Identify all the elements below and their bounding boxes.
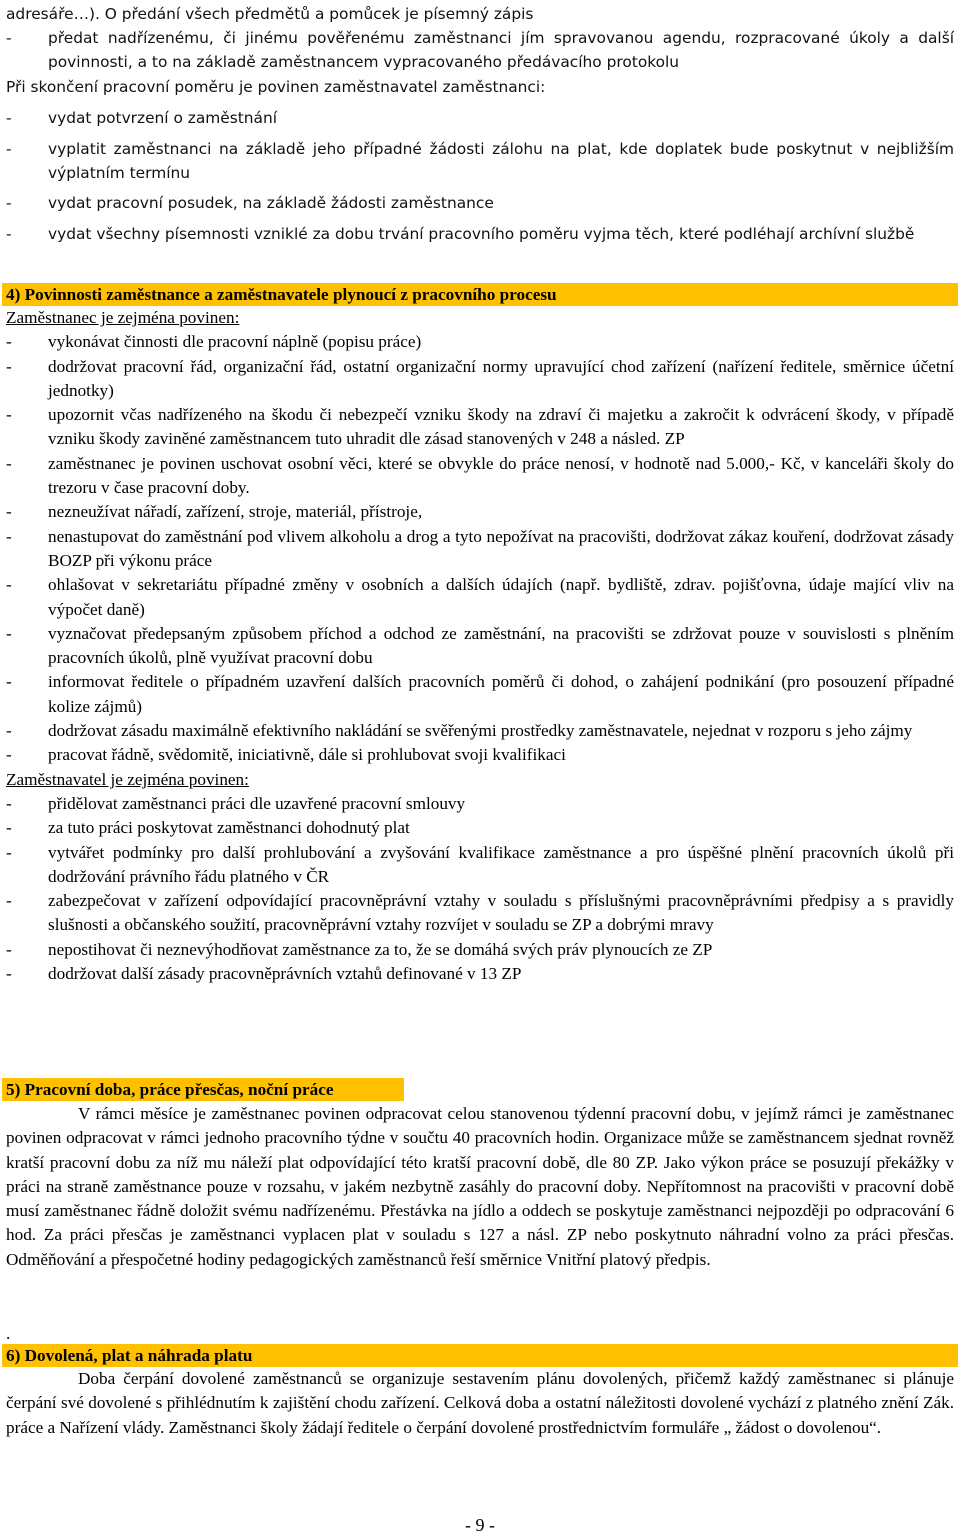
list-item-text: vytvářet podmínky pro další prohlubování a zvyšování kvalifikace zaměstnance a pro úspěšné plnění pracovních úkolů při dodržování právního řádu platného v ČR	[48, 842, 954, 886]
top-section	[6, 2, 954, 246]
list-item-text: přidělovat zaměstnanci práci dle uzavřené pracovní smlouvy	[48, 793, 466, 813]
bullet: -	[6, 224, 12, 243]
list-item-text: dodržovat zásadu maximálně efektivního nakládání se svěřenými prostředky zaměstnavatele, nejednat v rozporu s jeho zájmy	[48, 721, 913, 741]
list-item-text: vydat potvrzení o zaměstnání	[48, 108, 278, 127]
section-4-heading: 4) Povinnosti zaměstnance a zaměstnavatele plynoucí z pracovního procesu	[2, 283, 958, 306]
bullet: -	[6, 721, 12, 741]
list-item	[6, 792, 954, 816]
termination-intro: Při skončení pracovní poměru je povinen zaměstnavatel zaměstnanci:	[6, 77, 546, 96]
list-item-text: předat nadřízenému, či jinému pověřenému zaměstnanci jím spravovanou agendu, rozpracované úkoly a další povinnosti, a to na základě zaměstnancem vypracovaného předávacího protokolu	[48, 29, 954, 72]
list-item	[6, 841, 954, 890]
list-item-text: dodržovat pracovní řád, organizační řád, ostatní organizační normy upravující chod zařízení (nařízení ředitele, směrnice účetní jednotky)	[48, 356, 954, 400]
list-item-text: vyznačovat předepsaným způsobem příchod a odchod ze zaměstnání, na pracovišti se zdržovat pouze v souvislosti s plněním pracovních úkolů, plně využívat pracovní dobu	[48, 623, 954, 668]
list-item-text: nezneužívat nářadí, zařízení, stroje, materiál, přístroje,	[48, 502, 423, 522]
list-item	[6, 889, 954, 938]
list-item	[6, 816, 954, 840]
list-item-text: vyplatit zaměstnanci na základě jeho případné žádosti zálohu na plat, kde doplatek bude poskytnut v nejbližším výplatním termínu	[48, 140, 954, 183]
list-item	[6, 622, 954, 671]
bullet: -	[6, 332, 12, 352]
list-item-text: nenastupovat do zaměstnání pod vlivem alkoholu a drog a tyto nepožívat na pracovišti, dodržovat zákaz kouření, dodržovat zásady BOZP při výkonu práce	[48, 526, 954, 570]
bullet: -	[6, 194, 12, 213]
list-item-text: vydat všechny písemnosti vzniklé za dobu trvání pracovního poměru vyjma těch, které podléhají archívní službě	[48, 224, 915, 243]
section-6-text: Doba čerpání dovolené zaměstnanců se organizuje sestavením plánu dovolených, přičemž každý zaměstnanec si plánuje čerpání své dovolené s přihlédnutím k zajištění chodu zařízení. Celková doba a ostatní náležitosti dovolené vychází z platného znění Zák. práce a Nařízení vlády. Zaměstnanci školy žádají ředitele o čerpání dovolené prostřednictvím formuláře „ žádost o dovolenou“.	[6, 1369, 954, 1437]
bullet: -	[6, 29, 12, 48]
list-item	[6, 670, 954, 719]
bullet: -	[6, 108, 12, 127]
bullet: -	[6, 793, 12, 813]
list-item-text: zaměstnanec je povinen uschovat osobní věci, které se obvykle do práce nenosí, v hodnotě nad 5.000,- Kč, v kanceláři školy do trezoru v čase pracovní doby.	[48, 453, 954, 498]
list-item	[6, 222, 954, 246]
list-item	[6, 743, 954, 767]
employee-duties-title: Zaměstnanec je zejména povinen:	[6, 308, 240, 327]
list-item	[6, 106, 954, 130]
section-5-text: V rámci měsíce je zaměstnanec povinen odpracovat celou stanovenou týdenní pracovní dobu, v jejímž rámci je zaměstnanec povinen odpracovat v rámci jednoho pracovního týdne v součtu 40 pracovních hodin. Organizace může se zaměstnancem sjednat rovněž kratší pracovní dobu za níž mu náleží plat odpovídající této kratší pracovní době, dle 80 ZP. Jako výkon práce se posuzují překážky v práci na straně zaměstnance pouze v rozsahu, v jakém nezbytně zasáhly do pracovní doby. Nepřítomnost na pracovišti v pracovní době musí zaměstnanec řádně doložit svému nadřízenému. Přestávka na jídlo a oddech se poskytuje zaměstnanci nejpozději po odpracování 6 hod. Za práci přesčas je zaměstnanci vyplacen plat v souladu s 127 a násl. ZP nebo poskytnuto náhradní volno za práci přesčas. Odměňování a přespočetné hodiny pedagogických zaměstnanců řeší směrnice Vnitřní platový předpis.	[6, 1104, 954, 1269]
list-item	[6, 452, 954, 501]
section-6-heading: 6) Dovolená, plat a náhrada platu	[2, 1344, 958, 1367]
list-item	[6, 500, 954, 524]
bullet: -	[6, 502, 12, 522]
bullet: -	[6, 745, 12, 765]
list-item-text: ohlašovat v sekretariátu případné změny v osobních a dalších údajích (např. bydliště, zdrav. pojišťovna, údaje mající vliv na výpočet daně)	[48, 575, 954, 619]
list-item	[6, 137, 954, 185]
list-item	[6, 26, 954, 74]
bullet: -	[6, 964, 12, 984]
bullet: -	[6, 356, 12, 376]
list-item-text: upozornit včas nadřízeného na škodu či nebezpečí vzniku škody na zdraví či majetku a zakročit k odvrácení škody, v případě vzniku škody zaviněné zaměstnancem tuto uhradit dle zásad stanovených v 248 a násled. ZP	[48, 405, 954, 449]
bullet: -	[6, 623, 12, 643]
list-item-text: pracovat řádně, svědomitě, iniciativně, dále si prohlubovat svoji kvalifikaci	[48, 745, 566, 765]
bullet: -	[6, 405, 12, 425]
list-item-text: za tuto práci poskytovat zaměstnanci dohodnutý plat	[48, 818, 410, 838]
bullet: -	[6, 891, 12, 911]
bullet: -	[6, 140, 12, 159]
bullet: -	[6, 842, 12, 862]
bullet: -	[6, 939, 12, 959]
list-item	[6, 330, 954, 354]
section-4-body	[6, 306, 954, 986]
bullet: -	[6, 453, 12, 473]
bullet: -	[6, 818, 12, 838]
list-item	[6, 403, 954, 452]
list-item	[6, 573, 954, 622]
list-item-text: zabezpečovat v zařízení odpovídající pracovněprávní vztahy v souladu s příslušnými pracovněprávními předpisy a s pravidly slušnosti a občanského soužití, pracovněprávní vztahy rozvíjet v souladu se ZP a dobrými mravy	[48, 891, 954, 935]
list-item	[6, 719, 954, 743]
employer-duties-title: Zaměstnavatel je zejména povinen:	[6, 769, 249, 789]
list-item-text: vydat pracovní posudek, na základě žádosti zaměstnance	[48, 194, 494, 213]
page-number: - 9 -	[465, 1515, 495, 1535]
list-item	[6, 962, 954, 986]
bullet: -	[6, 526, 12, 546]
list-item-text: vykonávat činnosti dle pracovní náplně (popisu práce)	[48, 332, 422, 352]
bullet: -	[6, 575, 12, 595]
list-item	[6, 938, 954, 962]
list-item	[6, 191, 954, 215]
list-item	[6, 355, 954, 404]
list-item-text: nepostihovat či neznevýhodňovat zaměstnance za to, že se domáhá svých práv plynoucích ze ZP	[48, 939, 713, 959]
bullet: -	[6, 672, 12, 692]
list-item-text: informovat ředitele o případném uzavření dalších pracovních poměrů či dohod, o zahájení podnikání (pro posouzení případné kolize zájmů)	[48, 672, 954, 716]
intro-line: adresáře…). O předání všech předmětů a pomůcek je písemný zápis	[6, 5, 534, 23]
list-item	[6, 525, 954, 574]
section-5-dot: .	[6, 1324, 11, 1343]
section-5-heading: 5) Pracovní doba, práce přesčas, noční práce	[2, 1078, 404, 1101]
list-item-text: dodržovat další zásady pracovněprávních vztahů definované v 13 ZP	[48, 964, 522, 984]
